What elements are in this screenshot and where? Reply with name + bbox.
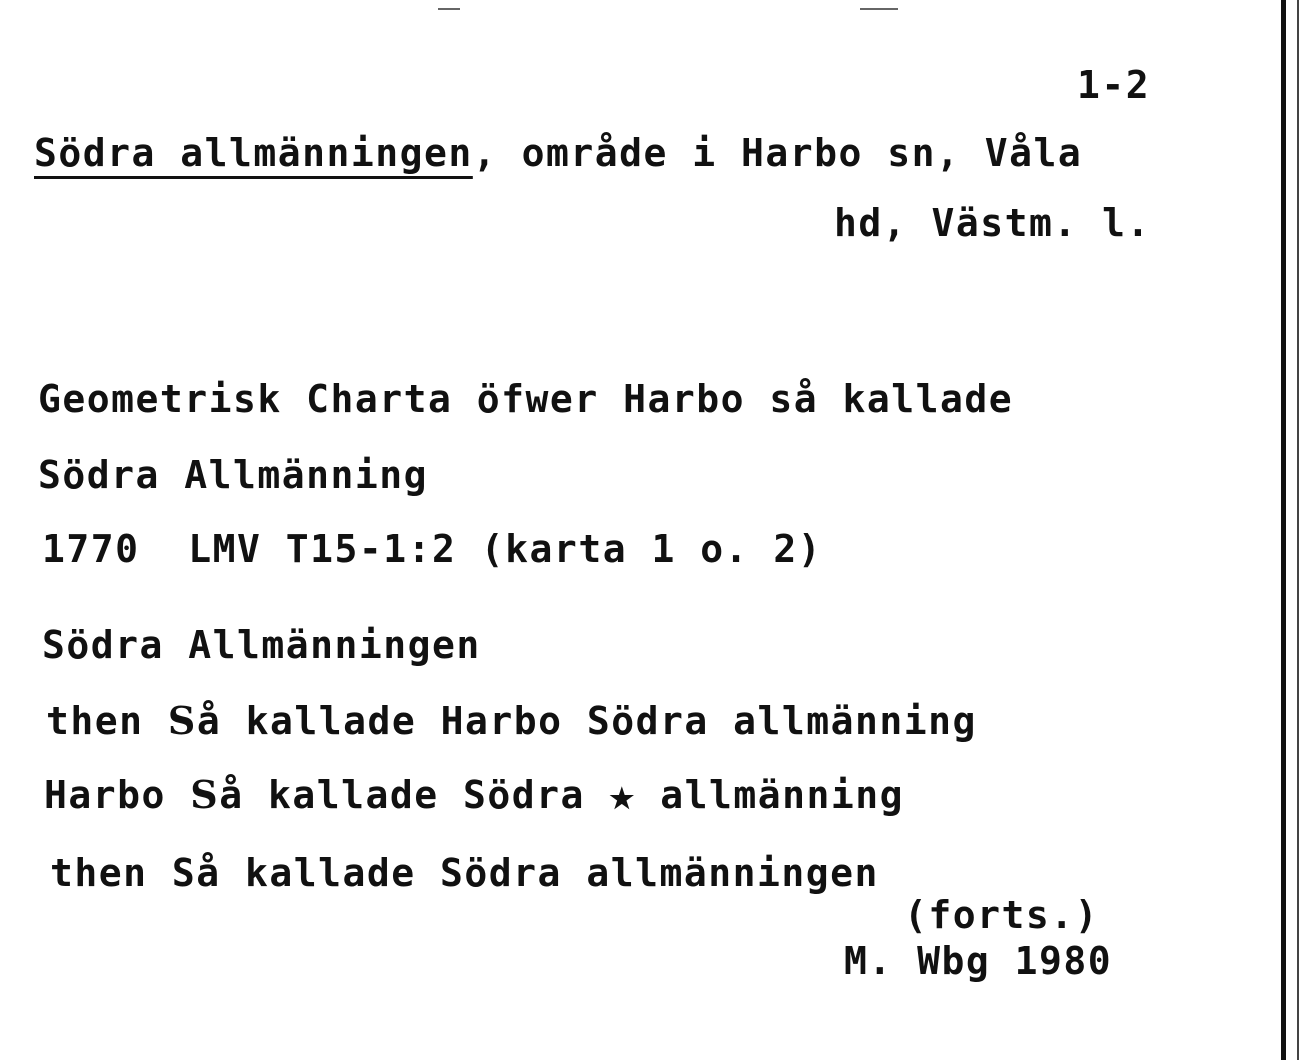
signature: M. Wbg 1980	[844, 939, 1113, 983]
source-title-line-1: Geometrisk Charta öfwer Harbo så kallade	[38, 377, 1014, 421]
source-title-line-2: Södra Allmänning	[38, 453, 429, 497]
headword: Södra allmänningen	[34, 131, 473, 175]
name-form-heading: Södra Allmänningen	[42, 623, 481, 667]
card-right-edge-shadow	[1297, 0, 1299, 1060]
name-form-1-prefix: then	[46, 699, 168, 743]
struck-s-symbol: S	[190, 772, 220, 817]
heading-line-1	[34, 131, 1083, 175]
card-number: 1-2	[1077, 63, 1151, 107]
name-form-1	[46, 698, 977, 743]
name-form-3: then Så kallade Södra allmänningen	[50, 851, 879, 895]
name-form-1-rest: å kallade Harbo Södra allmänning	[196, 699, 977, 743]
name-form-2-prefix: Harbo	[44, 773, 191, 817]
source-reference: 1770 LMV T15-1:2 (karta 1 o. 2)	[42, 527, 823, 571]
struck-s-symbol: S	[167, 698, 197, 743]
top-edge-mark	[438, 8, 460, 10]
name-form-2-middle: å kallade Södra	[219, 773, 610, 817]
top-edge-mark	[860, 8, 898, 10]
heading-line-2: hd, Västm. l.	[834, 201, 1151, 245]
name-form-2	[44, 772, 905, 817]
name-form-2-rest: allmänning	[635, 773, 905, 817]
card-right-edge	[1281, 0, 1286, 1060]
continued-note: (forts.)	[904, 893, 1100, 937]
heading-description: , område i Harbo sn, Våla	[472, 131, 1083, 175]
star-mark-icon: ★	[609, 782, 636, 815]
